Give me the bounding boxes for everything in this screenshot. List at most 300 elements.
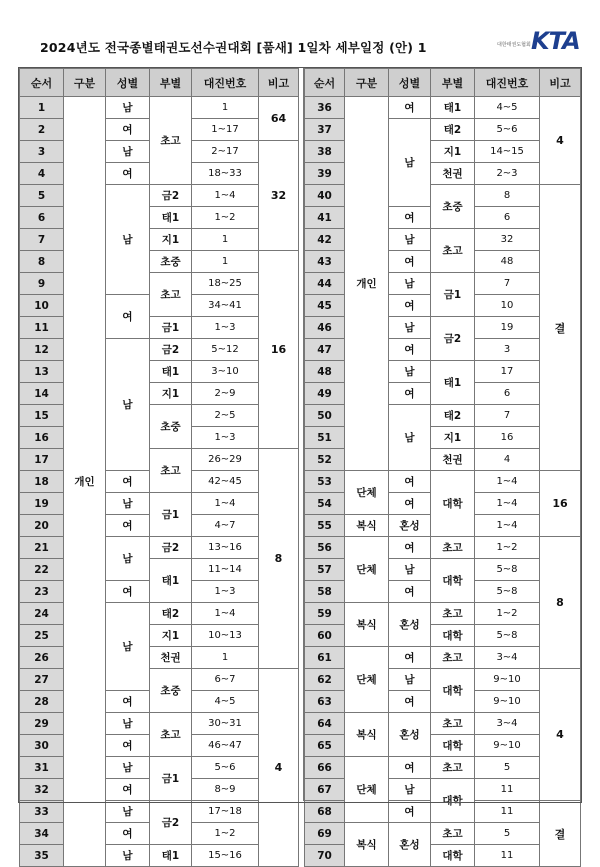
gender-cell: 여: [389, 581, 431, 603]
category-cell: 태2: [431, 119, 475, 141]
note-cell: 4: [259, 669, 299, 867]
bracket-number-cell: 5: [475, 823, 540, 845]
order-number: 52: [305, 449, 345, 471]
gender-cell: 남: [106, 757, 150, 779]
category-cell: 금2: [150, 339, 192, 361]
order-number: 18: [20, 471, 64, 493]
table-row: [305, 97, 581, 119]
bracket-number-cell: 2~9: [192, 383, 259, 405]
order-number: 16: [20, 427, 64, 449]
logo-abbr: KTA: [531, 27, 580, 55]
gender-cell: 여: [389, 801, 431, 823]
order-number: 7: [20, 229, 64, 251]
division-cell: 단체: [345, 471, 389, 515]
order-number: 37: [305, 119, 345, 141]
category-cell: 금1: [150, 317, 192, 339]
table-row: [305, 647, 581, 669]
order-number: 41: [305, 207, 345, 229]
bracket-number-cell: 5~6: [475, 119, 540, 141]
bracket-number-cell: 1: [192, 97, 259, 119]
bracket-number-cell: 5~12: [192, 339, 259, 361]
category-cell: 태2: [150, 603, 192, 625]
note-cell: 16: [540, 471, 581, 537]
table-row: [20, 669, 299, 691]
gender-cell: 남: [106, 97, 150, 119]
table-row: [20, 361, 299, 383]
category-cell: 대학: [431, 669, 475, 713]
bracket-number-cell: 1~3: [192, 427, 259, 449]
bracket-number-cell: 3~4: [475, 647, 540, 669]
note-cell: 16: [259, 251, 299, 449]
category-cell: 대학: [431, 735, 475, 757]
note-cell: 4: [540, 669, 581, 801]
category-cell: 초고: [150, 97, 192, 185]
category-cell: 금1: [150, 493, 192, 537]
note-cell: 4: [540, 97, 581, 185]
order-number: 23: [20, 581, 64, 603]
table-row: [20, 273, 299, 295]
table-row: [20, 449, 299, 471]
order-number: 12: [20, 339, 64, 361]
bracket-number-cell: 48: [475, 251, 540, 273]
order-number: 39: [305, 163, 345, 185]
category-cell: 지1: [431, 141, 475, 163]
gender-cell: 남: [389, 317, 431, 339]
order-number: 22: [20, 559, 64, 581]
bracket-number-cell: 2~5: [192, 405, 259, 427]
gender-cell: 여: [389, 757, 431, 779]
bracket-number-cell: 2~17: [192, 141, 259, 163]
table-row: [20, 317, 299, 339]
logo-org-name: 대한태권도협회: [497, 42, 531, 48]
bracket-number-cell: 1~2: [475, 537, 540, 559]
bracket-number-cell: 7: [475, 273, 540, 295]
category-cell: 초고: [431, 713, 475, 735]
division-cell: 단체: [345, 757, 389, 823]
division-cell: 복식: [345, 603, 389, 647]
gender-cell: 여: [389, 207, 431, 229]
table-row: [20, 603, 299, 625]
division-cell: 복식: [345, 823, 389, 867]
order-number: 48: [305, 361, 345, 383]
category-cell: 대학: [431, 559, 475, 603]
order-number: 11: [20, 317, 64, 339]
order-number: 17: [20, 449, 64, 471]
order-number: 46: [305, 317, 345, 339]
category-cell: 태1: [150, 559, 192, 603]
table-row: [20, 207, 299, 229]
bracket-number-cell: 4~7: [192, 515, 259, 537]
category-cell: 초중: [431, 185, 475, 229]
bracket-number-cell: 1~4: [192, 493, 259, 515]
category-cell: 천권: [431, 449, 475, 471]
note-cell: 결: [540, 185, 581, 471]
order-number: 65: [305, 735, 345, 757]
order-number: 45: [305, 295, 345, 317]
order-number: 62: [305, 669, 345, 691]
bracket-number-cell: 34~41: [192, 295, 259, 317]
column-header: 대진번호: [475, 69, 540, 97]
gender-cell: 여: [389, 647, 431, 669]
table-row: [20, 251, 299, 273]
bracket-number-cell: 26~29: [192, 449, 259, 471]
page-title: 2024년도 전국종별태권도선수권대회 [품새] 1일차 세부일정 (안) 1: [40, 40, 427, 55]
note-cell: 8: [540, 537, 581, 669]
bracket-number-cell: 42~45: [192, 471, 259, 493]
order-number: 51: [305, 427, 345, 449]
column-header: 비고: [540, 69, 581, 97]
bracket-number-cell: 8~9: [192, 779, 259, 801]
order-number: 57: [305, 559, 345, 581]
gender-cell: 혼성: [389, 603, 431, 647]
bracket-number-cell: 3: [475, 339, 540, 361]
category-cell: 지1: [150, 229, 192, 251]
gender-cell: 남: [389, 779, 431, 801]
category-cell: 초고: [431, 603, 475, 625]
division-cell: 단체: [345, 537, 389, 603]
category-cell: 대학: [431, 845, 475, 867]
bracket-number-cell: 30~31: [192, 713, 259, 735]
order-number: 50: [305, 405, 345, 427]
category-cell: 금1: [150, 757, 192, 801]
order-number: 64: [305, 713, 345, 735]
category-cell: 태1: [431, 361, 475, 405]
category-cell: 지1: [431, 427, 475, 449]
gender-cell: 남: [106, 801, 150, 823]
bracket-number-cell: 5~8: [475, 559, 540, 581]
bracket-number-cell: 32: [475, 229, 540, 251]
column-header: 성별: [106, 69, 150, 97]
table-row: [20, 559, 299, 581]
category-cell: 천권: [431, 163, 475, 185]
category-cell: 초고: [431, 757, 475, 779]
note-cell: 8: [259, 449, 299, 669]
bracket-number-cell: 9~10: [475, 735, 540, 757]
gender-cell: 여: [389, 471, 431, 493]
order-number: 42: [305, 229, 345, 251]
order-number: 44: [305, 273, 345, 295]
schedule-table-right: [304, 68, 581, 867]
bracket-number-cell: 5~8: [475, 581, 540, 603]
bracket-number-cell: 5~6: [192, 757, 259, 779]
category-cell: 태1: [431, 97, 475, 119]
note-cell: 64: [259, 97, 299, 141]
order-number: 10: [20, 295, 64, 317]
order-number: 40: [305, 185, 345, 207]
order-number: 58: [305, 581, 345, 603]
gender-cell: 혼성: [389, 515, 431, 537]
division-cell: 개인: [64, 97, 106, 867]
bracket-number-cell: 1~3: [192, 317, 259, 339]
table-row: [20, 405, 299, 427]
gender-cell: 남: [389, 229, 431, 251]
gender-cell: 남: [106, 493, 150, 515]
order-number: 20: [20, 515, 64, 537]
bracket-number-cell: 9~10: [475, 669, 540, 691]
bracket-number-cell: 6: [475, 383, 540, 405]
gender-cell: 여: [106, 779, 150, 801]
bracket-number-cell: 4: [475, 449, 540, 471]
gender-cell: 남: [389, 405, 431, 471]
bracket-number-cell: 17~18: [192, 801, 259, 823]
division-cell: 단체: [345, 647, 389, 713]
category-cell: 초고: [431, 537, 475, 559]
bracket-number-cell: 11: [475, 845, 540, 867]
table-row: [305, 823, 581, 845]
gender-cell: 혼성: [389, 823, 431, 867]
order-number: 69: [305, 823, 345, 845]
bracket-number-cell: 3~4: [475, 713, 540, 735]
order-number: 31: [20, 757, 64, 779]
order-number: 59: [305, 603, 345, 625]
order-number: 9: [20, 273, 64, 295]
gender-cell: 여: [106, 163, 150, 185]
bracket-number-cell: 1~2: [475, 603, 540, 625]
table-row: [305, 757, 581, 779]
table-row: [305, 537, 581, 559]
order-number: 55: [305, 515, 345, 537]
table-row: [20, 713, 299, 735]
order-number: 3: [20, 141, 64, 163]
gender-cell: 남: [106, 713, 150, 735]
category-cell: 금2: [431, 317, 475, 361]
gender-cell: 남: [106, 845, 150, 867]
category-cell: 초고: [150, 713, 192, 757]
order-number: 27: [20, 669, 64, 691]
category-cell: 초고: [431, 647, 475, 669]
gender-cell: 여: [389, 97, 431, 119]
order-number: 53: [305, 471, 345, 493]
order-number: 54: [305, 493, 345, 515]
order-number: 66: [305, 757, 345, 779]
gender-cell: 여: [106, 691, 150, 713]
bracket-number-cell: 6: [475, 207, 540, 229]
category-cell: 초고: [431, 229, 475, 273]
category-cell: 초고: [431, 823, 475, 845]
category-cell: 대학: [431, 625, 475, 647]
category-cell: 초고: [150, 273, 192, 317]
bracket-number-cell: 6~7: [192, 669, 259, 691]
bracket-number-cell: 19: [475, 317, 540, 339]
division-cell: 개인: [345, 97, 389, 471]
bracket-number-cell: 1~4: [192, 185, 259, 207]
order-number: 61: [305, 647, 345, 669]
category-cell: 태1: [150, 207, 192, 229]
table-row: [305, 603, 581, 625]
column-header: 부별: [150, 69, 192, 97]
schedule-table-left: [19, 68, 299, 867]
bracket-number-cell: 10~13: [192, 625, 259, 647]
bracket-number-cell: 11: [475, 801, 540, 823]
table-row: [20, 185, 299, 207]
bracket-number-cell: 9~10: [475, 691, 540, 713]
table-row: [20, 647, 299, 669]
column-header: 비고: [259, 69, 299, 97]
order-number: 32: [20, 779, 64, 801]
gender-cell: 여: [389, 339, 431, 361]
order-number: 67: [305, 779, 345, 801]
gender-cell: 여: [389, 691, 431, 713]
bracket-number-cell: 18~25: [192, 273, 259, 295]
category-cell: 초중: [150, 669, 192, 713]
order-number: 70: [305, 845, 345, 867]
gender-cell: 여: [106, 735, 150, 757]
category-cell: 지1: [150, 625, 192, 647]
category-cell: 금1: [431, 273, 475, 317]
bracket-number-cell: 15~16: [192, 845, 259, 867]
column-header: 순서: [305, 69, 345, 97]
note-cell: 결: [540, 801, 581, 867]
bracket-number-cell: 10: [475, 295, 540, 317]
order-number: 6: [20, 207, 64, 229]
bracket-number-cell: 11: [475, 779, 540, 801]
gender-cell: 여: [389, 493, 431, 515]
order-number: 34: [20, 823, 64, 845]
bracket-number-cell: 1~2: [192, 823, 259, 845]
order-number: 47: [305, 339, 345, 361]
gender-cell: 여: [389, 537, 431, 559]
order-number: 29: [20, 713, 64, 735]
category-cell: 태2: [431, 405, 475, 427]
bracket-number-cell: 1~17: [192, 119, 259, 141]
division-cell: 복식: [345, 713, 389, 757]
bracket-number-cell: 18~33: [192, 163, 259, 185]
table-row: [20, 97, 299, 119]
table-row: [20, 339, 299, 361]
gender-cell: 남: [389, 559, 431, 581]
order-number: 19: [20, 493, 64, 515]
order-number: 21: [20, 537, 64, 559]
order-number: 30: [20, 735, 64, 757]
category-cell: 지1: [150, 383, 192, 405]
order-number: 68: [305, 801, 345, 823]
category-cell: 금2: [150, 537, 192, 559]
order-number: 1: [20, 97, 64, 119]
order-number: 35: [20, 845, 64, 867]
column-header: 순서: [20, 69, 64, 97]
gender-cell: 남: [106, 537, 150, 581]
table-row: [305, 471, 581, 493]
gender-cell: 남: [106, 185, 150, 295]
order-number: 26: [20, 647, 64, 669]
gender-cell: 남: [389, 361, 431, 383]
column-header: 구분: [64, 69, 106, 97]
category-cell: 대학: [431, 471, 475, 537]
gender-cell: 혼성: [389, 713, 431, 757]
bracket-number-cell: 4~5: [475, 97, 540, 119]
gender-cell: 여: [389, 295, 431, 317]
category-cell: 초중: [150, 251, 192, 273]
order-number: 4: [20, 163, 64, 185]
note-cell: 32: [259, 141, 299, 251]
bracket-number-cell: 7: [475, 405, 540, 427]
category-cell: 초고: [150, 449, 192, 493]
column-header: 성별: [389, 69, 431, 97]
order-number: 38: [305, 141, 345, 163]
header-row: [305, 69, 581, 97]
table-row: [20, 537, 299, 559]
table-row: [20, 625, 299, 647]
gender-cell: 여: [106, 295, 150, 339]
order-number: 56: [305, 537, 345, 559]
table-row: [20, 801, 299, 823]
bracket-number-cell: 1: [192, 647, 259, 669]
order-number: 63: [305, 691, 345, 713]
bracket-number-cell: 13~16: [192, 537, 259, 559]
bracket-number-cell: 1~3: [192, 581, 259, 603]
header-row: [20, 69, 299, 97]
order-number: 60: [305, 625, 345, 647]
bracket-number-cell: 1~4: [475, 471, 540, 493]
table-row: [20, 757, 299, 779]
bracket-number-cell: 8: [475, 185, 540, 207]
bracket-number-cell: 17: [475, 361, 540, 383]
order-number: 28: [20, 691, 64, 713]
gender-cell: 여: [389, 383, 431, 405]
column-header: 부별: [431, 69, 475, 97]
bracket-number-cell: 5~8: [475, 625, 540, 647]
bracket-number-cell: 5: [475, 757, 540, 779]
gender-cell: 남: [389, 119, 431, 207]
gender-cell: 남: [389, 273, 431, 295]
order-number: 2: [20, 119, 64, 141]
order-number: 5: [20, 185, 64, 207]
bracket-number-cell: 11~14: [192, 559, 259, 581]
category-cell: 천권: [150, 647, 192, 669]
category-cell: 초중: [150, 405, 192, 449]
kta-logo: [497, 27, 580, 57]
column-header: 구분: [345, 69, 389, 97]
gender-cell: 남: [106, 141, 150, 163]
category-cell: 태1: [150, 845, 192, 867]
gender-cell: 남: [389, 669, 431, 691]
bracket-number-cell: 4~5: [192, 691, 259, 713]
bracket-number-cell: 1~4: [192, 603, 259, 625]
gender-cell: 여: [106, 119, 150, 141]
gender-cell: 여: [389, 251, 431, 273]
bracket-number-cell: 2~3: [475, 163, 540, 185]
table-row: [20, 229, 299, 251]
category-cell: 금2: [150, 801, 192, 845]
table-row: [20, 383, 299, 405]
category-cell: 금2: [150, 185, 192, 207]
bracket-number-cell: 14~15: [475, 141, 540, 163]
bracket-number-cell: 46~47: [192, 735, 259, 757]
bracket-number-cell: 1: [192, 229, 259, 251]
order-number: 43: [305, 251, 345, 273]
order-number: 49: [305, 383, 345, 405]
order-number: 14: [20, 383, 64, 405]
order-number: 13: [20, 361, 64, 383]
bracket-number-cell: 16: [475, 427, 540, 449]
bracket-number-cell: 3~10: [192, 361, 259, 383]
bracket-number-cell: 1~4: [475, 493, 540, 515]
gender-cell: 남: [106, 603, 150, 691]
order-number: 36: [305, 97, 345, 119]
order-number: 24: [20, 603, 64, 625]
bracket-number-cell: 1~4: [475, 515, 540, 537]
column-header: 대진번호: [192, 69, 259, 97]
order-number: 25: [20, 625, 64, 647]
table-row: [20, 493, 299, 515]
order-number: 8: [20, 251, 64, 273]
gender-cell: 여: [106, 515, 150, 537]
table-row: [305, 713, 581, 735]
gender-cell: 남: [106, 339, 150, 471]
gender-cell: 여: [106, 471, 150, 493]
division-cell: 복식: [345, 515, 389, 537]
category-cell: 태1: [150, 361, 192, 383]
